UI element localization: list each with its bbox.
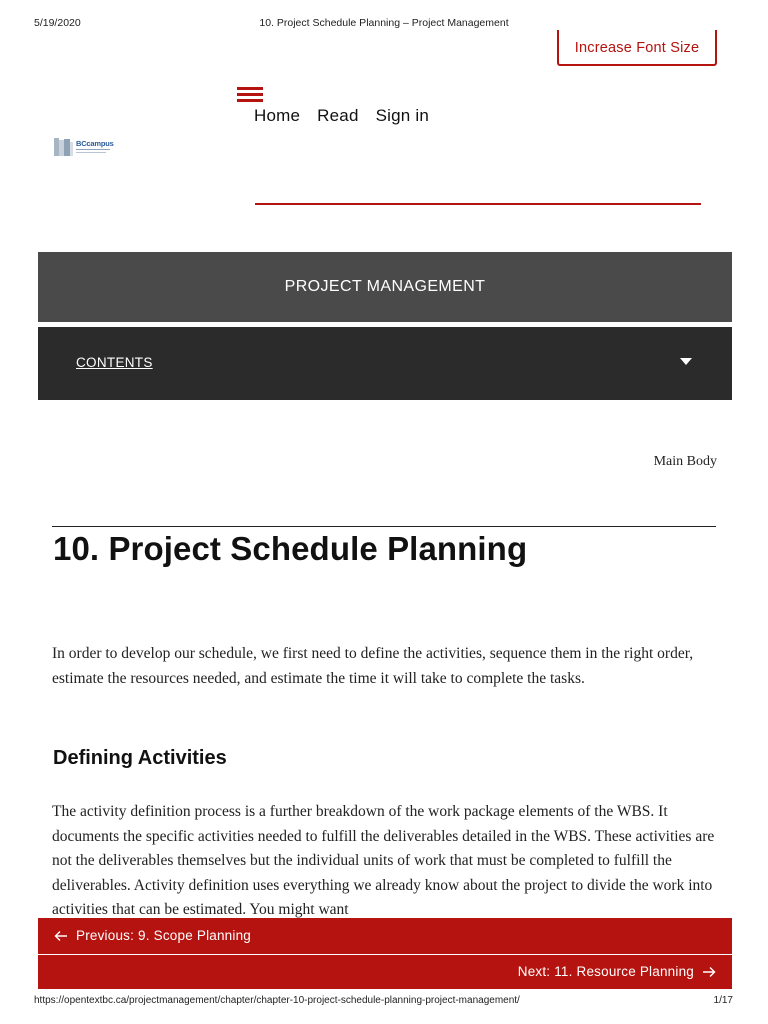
print-header (0, 17, 768, 31)
previous-chapter-link[interactable] (38, 918, 732, 954)
intro-paragraph: In order to develop our schedule, we first need to define the activities, sequence them in the right order, estimate the resources needed, and estimate the time it will take to complete the tasks. (52, 645, 694, 687)
caret-down-icon[interactable] (680, 358, 692, 365)
book-title-band[interactable] (38, 252, 732, 322)
contents-toggle[interactable] (38, 327, 732, 400)
nav-divider (255, 203, 701, 205)
increase-font-size-button[interactable]: Increase Font Size (557, 30, 717, 66)
breadcrumb: Main Body (653, 454, 717, 469)
print-url: https://opentextbc.ca/projectmanagement/chapter/chapter-10-project-schedule-planning-project-management/ (34, 995, 520, 1006)
book-title[interactable]: PROJECT MANAGEMENT (284, 278, 486, 295)
title-divider (52, 526, 716, 527)
logo-text: BCcampus (76, 139, 114, 148)
print-title: 10. Project Schedule Planning – Project Management (259, 17, 509, 29)
main-nav (254, 106, 446, 126)
section-heading: Defining Activities (53, 747, 227, 769)
print-page-number: 1/17 (713, 995, 733, 1006)
contents-label[interactable]: CONTENTS (76, 355, 153, 370)
nav-item-home[interactable]: Home (254, 106, 301, 125)
section-paragraph: The activity definition process is a further breakdown of the work package elements of the WBS. It documents the specific activities needed to fulfill the deliverables detailed in the WBS. These activities are not the deliverables themselves but the individual units of work that must be completed to fulfill the deliverables. Activity definition uses everything we already know about the project to divide the work into activities that can be estimated. You might want (52, 803, 715, 919)
arrow-left-icon (54, 930, 68, 942)
arrow-right-icon (702, 966, 716, 978)
menu-icon[interactable] (237, 87, 263, 103)
page-title: 10. Project Schedule Planning (53, 530, 528, 567)
bccampus-logo[interactable] (52, 136, 114, 160)
previous-chapter-label[interactable]: Previous: 9. Scope Planning (76, 928, 252, 943)
next-chapter-label[interactable]: Next: 11. Resource Planning (517, 964, 694, 979)
next-chapter-link[interactable] (38, 955, 732, 989)
print-date: 5/19/2020 (34, 17, 81, 29)
print-footer (0, 995, 768, 1009)
nav-item-sign-in[interactable]: Sign in (375, 106, 429, 125)
nav-item-read[interactable]: Read (317, 106, 359, 125)
